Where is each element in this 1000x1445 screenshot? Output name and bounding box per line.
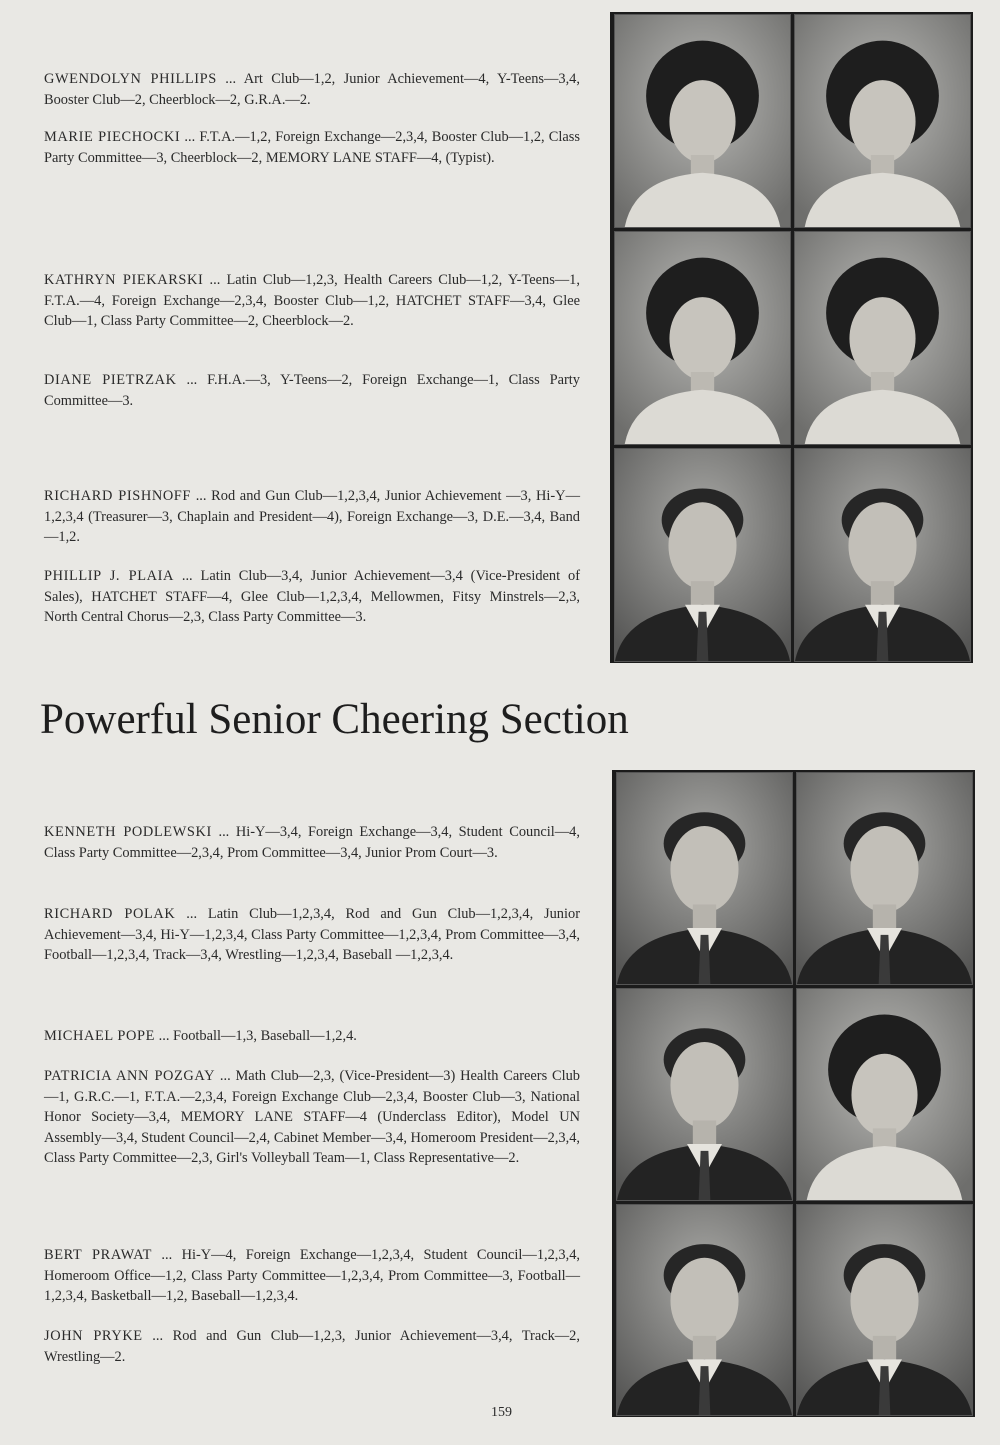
portrait-bert-prawat	[616, 1204, 793, 1416]
portrait-patricia-ann-pozgay	[796, 988, 973, 1201]
portrait-phillip-plaia	[794, 448, 971, 662]
portrait-marie-piechocki	[794, 14, 971, 228]
bio-kenneth-podlewski: KENNETH PODLEWSKI ... Hi-Y—3,4, Foreign Exchange—3,4, Student Council—4, Class Party Committee—2,3,4, Prom Committee—3,4, Junior Prom Court—3.	[44, 824, 580, 861]
photo-block-top	[610, 12, 973, 663]
portrait-richard-pishnoff	[614, 448, 791, 662]
section-title: Powerful Senior Cheering Section	[40, 696, 629, 743]
bio-diane-pietrzak: DIANE PIETRZAK ... F.H.A.—3, Y-Teens—2, Foreign Exchange—1, Class Party Committee—3.	[44, 372, 581, 409]
bio-richard-pishnoff: RICHARD PISHNOFF ... Rod and Gun Club—1,2,3,4, Junior Achievement —3, Hi-Y—1,2,3,4 (Treasurer—3, Chaplain and President—4), Foreign Exchange—3, D.E.—3,4, Band—1,2.	[44, 488, 580, 545]
bio-marie-piechocki: MARIE PIECHOCKI ... F.T.A.—1,2, Foreign Exchange—2,3,4, Booster Club—1,2, Class Party Committee—3, Cheerblock—2, MEMORY LANE STAFF—4, (Typist).	[44, 129, 580, 166]
portrait-gwendolyn-phillips	[614, 14, 791, 228]
bio-gwendolyn-phillips: GWENDOLYN PHILLIPS ... Art Club—1,2, Junior Achievement—4, Y-Teens—3,4, Booster Club—2, Cheerblock—2, G.R.A.—2.	[44, 71, 580, 108]
bio-patricia-ann-pozgay: PATRICIA ANN POZGAY ... Math Club—2,3, (Vice-President—3) Health Careers Club—1, G.R.C.—1, F.T.A.—2,3,4, Foreign Exchange Club—2,3,4, Booster Club—3, National Honor Society—3,4, MEMORY LANE STAFF—4 (Underclass Editor), Model UN Assembly—3,4, Student Council—2,4, Cabinet Member—3,4, Homeroom President—2,3,4, Class Party Committee—2,3, Girl's Volleyball Team—1, Class Representative—2.	[44, 1068, 581, 1166]
bio-bert-prawat: BERT PRAWAT ... Hi-Y—4, Foreign Exchange—1,2,3,4, Student Council—1,2,3,4, Homeroom Office—1,2, Class Party Committee—1,2,3,4, Prom Committee—3, Football—1,2,3,4, Basketball—1,2, Baseball—1,2,3,4.	[44, 1247, 580, 1304]
photo-block-bottom	[612, 770, 975, 1417]
portrait-john-pryke	[796, 1204, 973, 1416]
portrait-kathryn-piekarski	[614, 231, 791, 445]
bio-john-pryke: JOHN PRYKE ... Rod and Gun Club—1,2,3, Junior Achievement—3,4, Track—2, Wrestling—2.	[44, 1328, 580, 1365]
portrait-michael-pope	[616, 988, 793, 1201]
portrait-kenneth-podlewski	[616, 772, 793, 985]
portrait-diane-pietrzak	[794, 231, 971, 445]
bio-phillip-plaia: PHILLIP J. PLAIA ... Latin Club—3,4, Junior Achievement—3,4 (Vice-President of Sales), HATCHET STAFF—4, Glee Club—1,2,3,4, Mellowmen, Fitsy Minstrels—2,3, North Central Chorus—2,3, Class Party Committee—3.	[44, 568, 580, 625]
page-number: 159	[491, 1405, 512, 1420]
portrait-richard-polak	[796, 772, 973, 985]
bio-richard-polak: RICHARD POLAK ... Latin Club—1,2,3,4, Rod and Gun Club—1,2,3,4, Junior Achievement—3,4, Hi-Y—1,2,3,4, Class Party Committee—1,2,3,4, Prom Committee—3,4, Football—1,2,3,4, Track—3,4, Wrestling—1,2,3,4, Baseball —1,2,3,4.	[44, 906, 580, 963]
bio-kathryn-piekarski: KATHRYN PIEKARSKI ... Latin Club—1,2,3, Health Careers Club—1,2, Y-Teens—1, F.T.A.—4, Foreign Exchange—2,3,4, Booster Club—1,2, HATCHET STAFF—3,4, Glee Club—1, Class Party Committee—2, Cheerblock—2.	[44, 272, 580, 329]
bio-michael-pope: MICHAEL POPE ... Football—1,3, Baseball—1,2,4.	[44, 1028, 357, 1044]
